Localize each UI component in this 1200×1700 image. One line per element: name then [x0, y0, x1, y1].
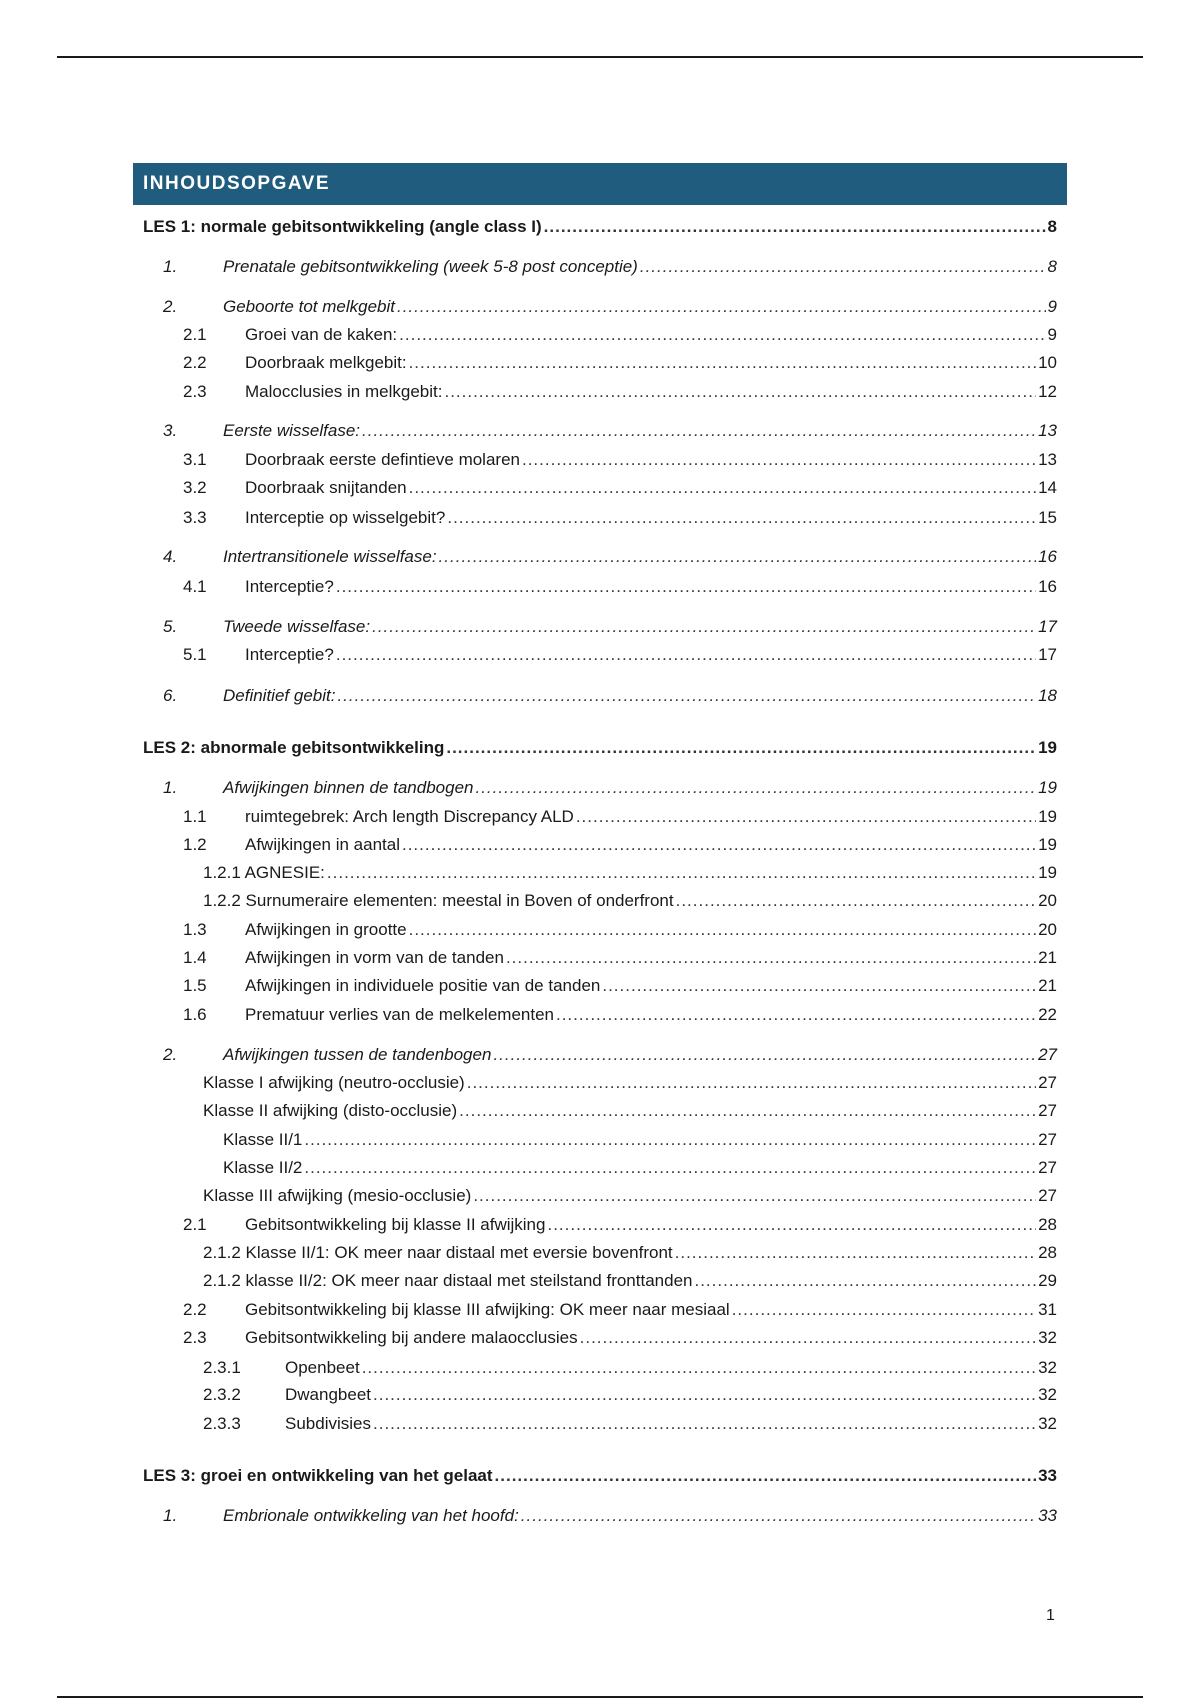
toc-entry-page: 32 — [1038, 1385, 1057, 1404]
toc-entry[interactable] — [163, 256, 1057, 278]
toc-dot-leader — [475, 777, 1036, 799]
toc-entry[interactable] — [143, 1465, 1057, 1487]
toc-entry[interactable] — [203, 1100, 1057, 1122]
toc-entry[interactable] — [183, 1299, 1057, 1321]
toc-dot-leader — [362, 420, 1036, 442]
toc-entry-page: 19 — [1038, 738, 1057, 757]
toc-entry-page: 8 — [1047, 257, 1057, 276]
toc-entry-title: Interceptie? — [245, 645, 334, 664]
toc-entry-page: 14 — [1038, 478, 1057, 497]
toc-entry-number: 1.5 — [183, 976, 207, 995]
toc-entry-number: 1.2 — [183, 835, 207, 854]
toc-entry[interactable] — [183, 1327, 1057, 1349]
toc-entry[interactable] — [183, 806, 1057, 828]
toc-dot-leader — [459, 1100, 1036, 1122]
toc-entry-title: ruimtegebrek: Arch length Discrepancy ALD — [245, 807, 574, 826]
toc-entry-page: 27 — [1038, 1101, 1057, 1120]
toc-entry[interactable] — [203, 1242, 1057, 1264]
toc-entry-title: Interceptie op wisselgebit? — [245, 508, 446, 527]
toc-entry[interactable] — [163, 546, 1057, 568]
toc-entry-title: Openbeet — [285, 1358, 360, 1377]
toc-entry[interactable] — [163, 296, 1057, 318]
toc-entry-page: 31 — [1038, 1300, 1057, 1319]
toc-entry-title: Tweede wisselfase: — [223, 617, 371, 636]
toc-dot-leader — [409, 477, 1036, 499]
toc-entry-number: 1.4 — [183, 948, 207, 967]
toc-entry[interactable] — [203, 1357, 1057, 1379]
toc-dot-leader — [676, 890, 1036, 912]
toc-entry-number: 2.1 — [183, 325, 207, 344]
toc-entry-page: 16 — [1038, 577, 1057, 596]
toc-entry-page: 33 — [1038, 1466, 1057, 1485]
toc-entry[interactable] — [143, 737, 1057, 759]
toc-entry-number: 1. — [163, 778, 178, 797]
toc-entry-page: 33 — [1038, 1506, 1057, 1525]
toc-entry-page: 18 — [1038, 686, 1057, 705]
toc-entry-page: 22 — [1038, 1005, 1057, 1024]
toc-entry[interactable] — [163, 420, 1057, 442]
toc-entry[interactable] — [163, 777, 1057, 799]
toc-dot-leader — [373, 1384, 1036, 1406]
toc-entry-page: 19 — [1038, 835, 1057, 854]
toc-entry-title: Intertransitionele wisselfase: — [223, 547, 437, 566]
toc-dot-leader — [506, 947, 1036, 969]
toc-entry[interactable] — [183, 947, 1057, 969]
toc-dot-leader — [337, 685, 1036, 707]
toc-entry-page: 27 — [1038, 1158, 1057, 1177]
toc-entry-page: 19 — [1038, 807, 1057, 826]
toc-entry-page: 28 — [1038, 1215, 1057, 1234]
toc-entry-page: 20 — [1038, 920, 1057, 939]
toc-entry-title: 1.2.2 Surnumeraire elementen: meestal in Boven of onderfront — [203, 891, 674, 910]
toc-entry-title: Gebitsontwikkeling bij klasse III afwijking: OK meer naar mesiaal — [245, 1300, 730, 1319]
toc-entry-page: 15 — [1038, 508, 1057, 527]
toc-entry[interactable] — [183, 975, 1057, 997]
toc-dot-leader — [409, 352, 1037, 374]
toc-entry-title: Prenatale gebitsontwikkeling (week 5-8 post conceptie) — [223, 257, 638, 276]
toc-dot-leader — [467, 1072, 1036, 1094]
toc-entry[interactable] — [183, 644, 1057, 666]
toc-entry[interactable] — [183, 576, 1057, 598]
toc-dot-leader — [397, 296, 1046, 318]
toc-entry[interactable] — [163, 1044, 1057, 1066]
toc-dot-leader — [495, 1465, 1037, 1487]
toc-entry-number: 6. — [163, 686, 178, 705]
toc-dot-leader — [439, 546, 1037, 568]
toc-entry[interactable] — [183, 507, 1057, 529]
toc-entry-page: 17 — [1038, 645, 1057, 664]
toc-entry-page: 20 — [1038, 891, 1057, 910]
toc-entry-title: Subdivisies — [285, 1414, 371, 1433]
toc-entry[interactable] — [203, 890, 1057, 912]
toc-entry-title: Interceptie? — [245, 577, 334, 596]
toc-entry-page: 16 — [1038, 547, 1057, 566]
toc-dot-leader — [493, 1044, 1036, 1066]
toc-entry-page: 27 — [1038, 1073, 1057, 1092]
toc-dot-leader — [336, 644, 1036, 666]
toc-entry[interactable] — [163, 616, 1057, 638]
toc-entry-number: 3.1 — [183, 450, 207, 469]
toc-entry-page: 32 — [1038, 1414, 1057, 1433]
toc-entry-number: 1.6 — [183, 1005, 207, 1024]
toc-dot-leader — [446, 737, 1036, 759]
toc-entry[interactable] — [203, 1185, 1057, 1207]
toc-dot-leader — [640, 256, 1046, 278]
toc-entry-number: 1.1 — [183, 807, 207, 826]
toc-dot-leader — [362, 1357, 1036, 1379]
toc-entry[interactable] — [203, 862, 1057, 884]
toc-entry-page: 10 — [1038, 353, 1057, 372]
toc-entry-title: Groei van de kaken: — [245, 325, 398, 344]
toc-entry-title: LES 3: groei en ontwikkeling van het gelaat — [143, 1466, 493, 1485]
toc-entry[interactable] — [183, 834, 1057, 856]
toc-entry-page: 21 — [1038, 948, 1057, 967]
toc-dot-leader — [327, 862, 1036, 884]
toc-entry-title: Gebitsontwikkeling bij klasse II afwijking — [245, 1215, 546, 1234]
toc-entry[interactable] — [163, 685, 1057, 707]
toc-entry-title: Gebitsontwikkeling bij andere malaocclusies — [245, 1328, 578, 1347]
toc-entry-number: 1. — [163, 257, 178, 276]
toc-entry-page: 12 — [1038, 382, 1057, 401]
toc-entry-page: 9 — [1047, 325, 1057, 344]
toc-entry-page: 21 — [1038, 976, 1057, 995]
toc-entry-page: 32 — [1038, 1358, 1057, 1377]
toc-entry-page: 9 — [1047, 297, 1057, 316]
toc-entry[interactable] — [183, 449, 1057, 471]
toc-entry[interactable] — [223, 1157, 1057, 1179]
toc-entry-page: 28 — [1038, 1243, 1057, 1262]
toc-title: INHOUDSOPGAVE — [133, 163, 1067, 205]
toc-entry-page: 27 — [1038, 1130, 1057, 1149]
toc-entry-number: 2.3.2 — [203, 1385, 241, 1404]
toc-entry-page: 27 — [1038, 1045, 1057, 1064]
toc-dot-leader — [547, 1214, 1036, 1236]
toc-entry-number: 2.2 — [183, 1300, 207, 1319]
toc-entry-title: Malocclusies in melkgebit: — [245, 382, 443, 401]
toc-entry[interactable] — [183, 919, 1057, 941]
toc-entry-number: 3. — [163, 421, 178, 440]
toc-entry-page: 19 — [1038, 778, 1057, 797]
toc-entry-title: LES 2: abnormale gebitsontwikkeling — [143, 738, 445, 757]
toc-entry-title: Afwijkingen in aantal — [245, 835, 400, 854]
toc-entry-number: 2.3.3 — [203, 1414, 241, 1433]
toc-dot-leader — [556, 1004, 1036, 1026]
toc-entry[interactable] — [203, 1270, 1057, 1292]
toc-entry-number: 5.1 — [183, 645, 207, 664]
toc-dot-leader — [522, 449, 1036, 471]
toc-entry[interactable] — [183, 1004, 1057, 1026]
toc-entry-title: Doorbraak eerste defintieve molaren — [245, 450, 520, 469]
toc-entry-title: Afwijkingen tussen de tandenbogen — [223, 1045, 492, 1064]
toc-dot-leader — [399, 324, 1045, 346]
toc-entry[interactable] — [223, 1129, 1057, 1151]
toc-entry-title: Prematuur verlies van de melkelementen — [245, 1005, 554, 1024]
toc-entry-page: 17 — [1038, 617, 1057, 636]
toc-entry-title: Dwangbeet — [285, 1385, 372, 1404]
toc-dot-leader — [447, 507, 1036, 529]
toc-entry[interactable] — [203, 1413, 1057, 1435]
footer-rule — [57, 1696, 1143, 1698]
toc-dot-leader — [444, 381, 1036, 403]
toc-entry-title: Doorbraak melkgebit: — [245, 353, 407, 372]
toc-entry-title: Eerste wisselfase: — [223, 421, 360, 440]
toc-entry-page: 32 — [1038, 1328, 1057, 1347]
toc-dot-leader — [602, 975, 1036, 997]
toc-entry-number: 4.1 — [183, 577, 207, 596]
toc-entry-number: 2.3 — [183, 382, 207, 401]
toc-entry-title: Klasse II afwijking (disto-occlusie) — [203, 1101, 458, 1120]
toc-dot-leader — [694, 1270, 1036, 1292]
toc-entry-page: 13 — [1038, 450, 1057, 469]
toc-entry[interactable] — [183, 1214, 1057, 1236]
toc-entry-title: Geboorte tot melkgebit — [223, 297, 395, 316]
toc-dot-leader — [576, 806, 1036, 828]
toc-entry[interactable] — [143, 216, 1057, 238]
toc-entry-title: Afwijkingen in individuele positie van de tanden — [245, 976, 601, 995]
toc-entry-title: 2.1.2 klasse II/2: OK meer naar distaal met steilstand fronttanden — [203, 1271, 693, 1290]
page-number: 1 — [1046, 1607, 1055, 1624]
toc-entry-title: Klasse I afwijking (neutro-occlusie) — [203, 1073, 465, 1092]
toc-entry-title: Klasse III afwijking (mesio-occlusie) — [203, 1186, 472, 1205]
toc-dot-leader — [373, 1413, 1036, 1435]
toc-entry-title: Doorbraak snijtanden — [245, 478, 407, 497]
toc-entry-title: Klasse II/2 — [223, 1158, 303, 1177]
toc-dot-leader — [732, 1299, 1036, 1321]
toc-entry-title: Afwijkingen in vorm van de tanden — [245, 948, 504, 967]
toc-entry-number: 2. — [163, 297, 178, 316]
toc-dot-leader — [544, 216, 1046, 238]
toc-entry[interactable] — [203, 1072, 1057, 1094]
toc-entry-title: Definitief gebit: — [223, 686, 336, 705]
toc-entry-title: Klasse II/1 — [223, 1130, 303, 1149]
toc-dot-leader — [580, 1327, 1036, 1349]
toc-entry-number: 2.1 — [183, 1215, 207, 1234]
toc-entry[interactable] — [203, 1384, 1057, 1406]
toc-entry[interactable] — [183, 477, 1057, 499]
toc-entry-page: 13 — [1038, 421, 1057, 440]
toc-entry-number: 2.3 — [183, 1328, 207, 1347]
toc-entry-number: 3.3 — [183, 508, 207, 527]
toc-entry[interactable] — [183, 352, 1057, 374]
toc-entry-page: 27 — [1038, 1186, 1057, 1205]
toc-entry[interactable] — [183, 381, 1057, 403]
toc-entry-number: 2. — [163, 1045, 178, 1064]
toc-entry-page: 29 — [1038, 1271, 1057, 1290]
toc-dot-leader — [372, 616, 1036, 638]
toc-entry-title: LES 1: normale gebitsontwikkeling (angle class I) — [143, 217, 542, 236]
toc-entry-title: 1.2.1 AGNESIE: — [203, 863, 325, 882]
toc-entry-page: 19 — [1038, 863, 1057, 882]
toc-entry-title: Afwijkingen in grootte — [245, 920, 407, 939]
toc-dot-leader — [336, 576, 1036, 598]
toc-entry-number: 4. — [163, 547, 178, 566]
toc-dot-leader — [675, 1242, 1036, 1264]
toc-dot-leader — [473, 1185, 1036, 1207]
header-rule — [57, 56, 1143, 58]
toc-dot-leader — [521, 1505, 1036, 1527]
toc-entry-number: 1.3 — [183, 920, 207, 939]
toc-entry-title: Afwijkingen binnen de tandbogen — [223, 778, 474, 797]
toc-entry-number: 5. — [163, 617, 178, 636]
toc-dot-leader — [409, 919, 1036, 941]
toc-entry[interactable] — [183, 324, 1057, 346]
toc-dot-leader — [304, 1129, 1036, 1151]
toc-entry-number: 3.2 — [183, 478, 207, 497]
toc-entry-title: 2.1.2 Klasse II/1: OK meer naar distaal met eversie bovenfront — [203, 1243, 673, 1262]
toc-dot-leader — [304, 1157, 1036, 1179]
toc-entry[interactable] — [163, 1505, 1057, 1527]
toc-entry-number: 2.2 — [183, 353, 207, 372]
toc-dot-leader — [402, 834, 1036, 856]
toc-entry-title: Embrionale ontwikkeling van het hoofd: — [223, 1506, 519, 1525]
toc-entry-number: 1. — [163, 1506, 178, 1525]
toc-entry-page: 8 — [1047, 217, 1057, 236]
toc-entry-number: 2.3.1 — [203, 1358, 241, 1377]
